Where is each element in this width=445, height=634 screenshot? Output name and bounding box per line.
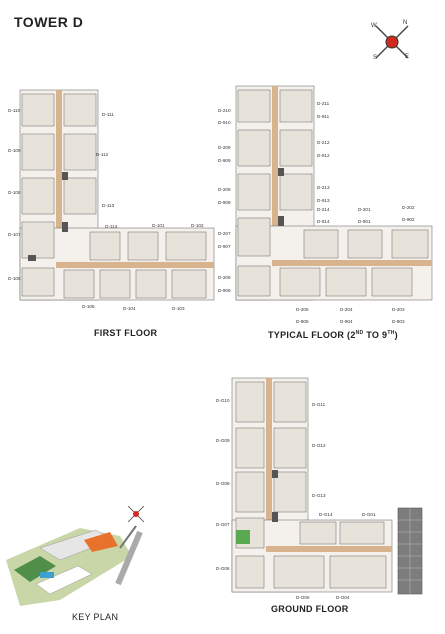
unit-label: D-203 [392,307,405,312]
unit-label: D-906 [218,288,231,293]
unit-label: D-209 [218,145,231,150]
unit-label: D-110 [8,108,21,113]
compass-west: W [371,23,377,29]
unit-label: D-101 [152,223,165,228]
unit-label: D-206 [218,275,231,280]
unit-label: D-204 [340,307,353,312]
key-plan-caption: KEY PLAN [72,612,119,622]
typical-floor-caption-th: TH [387,330,395,336]
unit-label: D-901 [358,219,371,224]
unit-label: D-G11 [312,402,326,407]
unit-label: D-G06 [216,566,230,571]
unit-label: D-909 [218,158,231,163]
typical-floor-caption-end: ) [394,330,398,340]
unit-label: D-104 [123,306,136,311]
unit-label: D-205 [296,307,309,312]
typical-floor-caption-main: TYPICAL FLOOR (2 [268,330,356,340]
unit-label: D-108 [8,190,21,195]
unit-label: D-907 [218,244,231,249]
compass-east: E [405,54,410,60]
unit-label: D-G14 [319,512,333,517]
unit-label: D-114 [105,224,118,229]
unit-label: D-914 [317,219,330,224]
unit-label: D-904 [340,319,353,324]
unit-label: D-201 [358,207,371,212]
unit-label: D-G04 [336,595,350,600]
unit-label: D-903 [392,319,405,324]
unit-label: D-G08 [216,481,230,486]
unit-label: D-113 [102,203,115,208]
unit-label: D-G12 [312,443,326,448]
unit-label: D-211 [317,101,330,106]
unit-label: D-202 [402,205,415,210]
unit-label: D-214 [317,207,330,212]
unit-label: D-G05 [296,595,310,600]
unit-label: D-112 [96,152,109,157]
unit-label: D-G09 [216,438,230,443]
unit-label: D-208 [218,187,231,192]
unit-label: D-912 [317,153,330,158]
unit-label: D-905 [296,319,309,324]
unit-label: D-207 [218,231,231,236]
typical-floor-caption-to: TO 9 [366,330,388,340]
typical-floor-caption-nd: ND [355,330,364,336]
first-floor-caption: FIRST FLOOR [94,328,158,338]
compass-north: N [403,20,408,26]
unit-label: D-210 [218,108,231,113]
unit-label: D-103 [172,306,185,311]
unit-label: D-109 [8,148,21,153]
unit-label: D-102 [191,223,204,228]
unit-label: D-105 [82,304,95,309]
unit-label: D-G13 [312,493,326,498]
page-title: TOWER D [14,14,84,30]
ground-floor-caption: GROUND FLOOR [271,604,349,614]
unit-label: D-G07 [216,522,230,527]
unit-label: D-106 [8,276,21,281]
unit-label: D-910 [218,120,231,125]
unit-label: D-G01 [362,512,376,517]
unit-label: D-111 [102,112,114,117]
unit-label: D-212 [317,140,330,145]
unit-label: D-G10 [216,398,230,403]
unit-label: D-902 [402,217,415,222]
unit-label: D-911 [317,114,330,119]
unit-label: D-107 [8,232,21,237]
unit-label: D-213 [317,185,330,190]
compass-south: S [373,55,378,61]
key-plan-compass-icon [128,506,144,522]
unit-label: D-908 [218,200,231,205]
unit-label: D-913 [317,198,330,203]
